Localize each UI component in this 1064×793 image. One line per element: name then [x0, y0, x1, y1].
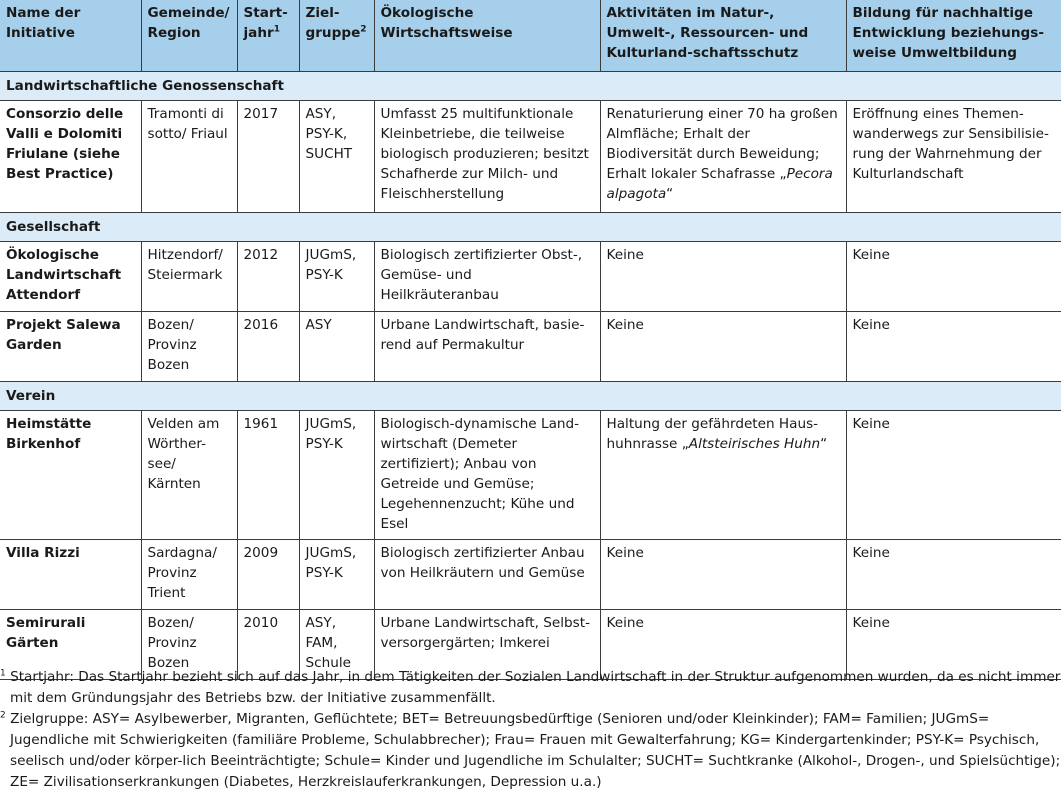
cell-target-group: JUGmS, PSY-K	[299, 242, 374, 312]
activity-italic-name: Altsteirisches Huhn	[688, 436, 821, 452]
cell-region: Hitzendorf/ Steiermark	[141, 242, 237, 312]
cell-education: Keine	[846, 242, 1061, 312]
cell-region: Sardagna/ Provinz Trient	[141, 540, 237, 610]
cell-region: Bozen/ Provinz Bozen	[141, 312, 237, 382]
cell-eco-method: Biologisch-dynamische Land-wirtschaft (Demeter zertifiziert); Anbau von Getreide und Gemüse; Legehennenzucht; Kühe und Esel	[374, 411, 600, 540]
section-title: Verein	[0, 382, 1061, 411]
cell-initiative-name: Villa Rizzi	[0, 540, 141, 610]
header-cell-name: Name der Initiative	[0, 0, 141, 72]
cell-education: Keine	[846, 540, 1061, 610]
activity-italic-name: Pecora alpagota	[606, 166, 833, 202]
cell-activities	[600, 312, 846, 382]
cell-target-group: ASY	[299, 312, 374, 382]
cell-education: Eröffnung eines Themen-wanderwegs zur Sensibilisie-rung der Wahrnehmung der Kulturlandschaft	[846, 101, 1061, 213]
activity-text: Keine	[606, 317, 644, 333]
footnote-ref-1: 1	[273, 24, 280, 35]
activity-quote-close: “	[666, 186, 674, 202]
cell-start-year: 1961	[237, 411, 299, 540]
cell-eco-method: Umfasst 25 multifunktionale Kleinbetriebe, die teilweise biologisch produzieren; besitzt Schafherde zur Milch- und Fleischherstellung	[374, 101, 600, 213]
section-row	[0, 382, 1061, 411]
cell-region: Tramonti di sotto/ Friaul	[141, 101, 237, 213]
cell-target-group: JUGmS, PSY-K	[299, 411, 374, 540]
cell-education: Keine	[846, 312, 1061, 382]
section-title: Gesellschaft	[0, 213, 1061, 242]
section-row	[0, 72, 1061, 101]
cell-activities	[600, 540, 846, 610]
header-row	[0, 0, 1061, 72]
footnote-ref-2: 2	[360, 24, 367, 35]
header-cell-education: Bildung für nachhaltige Entwicklung beziehungs-weise Umweltbildung	[846, 0, 1061, 72]
table-row	[0, 540, 1061, 610]
cell-initiative-name: Consorzio delle Valli e Dolomiti Friulane (siehe Best Practice)	[0, 101, 141, 213]
cell-target-group: ASY, FAM, Schule	[299, 610, 374, 680]
activity-text: Keine	[606, 545, 644, 561]
table-row	[0, 242, 1061, 312]
cell-start-year: 2012	[237, 242, 299, 312]
table-row	[0, 312, 1061, 382]
header-cell-start-year: Start-jahr$^1$	[237, 0, 299, 72]
cell-target-group: JUGmS, PSY-K	[299, 540, 374, 610]
footnote-2: $^2$ Zielgruppe: ASY= Asylbewerber, Migranten, Geflüchtete; BET= Betreuungsbedürftige (Senioren und/oder Kleinkinder); FAM= Familien; JUGmS= Jugendliche mit Schwierigkeiten (familiäre Probleme, Schulabbrecher); Frau= Frauen mit Gewalterfahrung; KG= Kindergartenkinder; PSY-K= Psychisch, seelisch und/oder körper-lich Beeinträchtigte; Schule= Kinder und Jugendliche im Schulalter; SUCHT= Suchtkranke (Alkohol-, Drogen-, und Spielsüchtige); ZE= Zivilisationserkrankungen (Diabetes, Herzkreislauferkrankungen, Depression u.a.)	[0, 710, 1061, 790]
section-row	[0, 213, 1061, 242]
cell-start-year: 2017	[237, 101, 299, 213]
cell-activities	[600, 242, 846, 312]
header-cell-eco-method: Ökologische Wirtschaftsweise	[374, 0, 600, 72]
activity-text: Haltung der gefährdeten Haus-huhnrasse „	[606, 416, 819, 452]
header-cell-activities: Aktivitäten im Natur-, Umwelt-, Ressourcen- und Kulturland-schaftsschutz	[600, 0, 846, 72]
cell-start-year: 2010	[237, 610, 299, 680]
cell-activities	[600, 101, 846, 213]
cell-eco-method: Biologisch zertifizierter Obst-, Gemüse- und Heilkräuteranbau	[374, 242, 600, 312]
footnote-1: $^1$ Startjahr: Das Startjahr bezieht sich auf das Jahr, in dem Tätigkeiten der Sozialen Landwirtschaft in der Struktur aufgenommen wurden, da es nicht immer mit dem Gründungsjahr des Betriebs bzw. der Initiative zusammenfällt.	[0, 668, 1061, 706]
cell-education: Keine	[846, 610, 1061, 680]
table-row	[0, 101, 1061, 213]
cell-start-year: 2016	[237, 312, 299, 382]
cell-initiative-name: Heimstätte Birkenhof	[0, 411, 141, 540]
cell-eco-method: Urbane Landwirtschaft, Selbst-versorgergärten; Imkerei	[374, 610, 600, 680]
section-title: Landwirtschaftliche Genossenschaft	[0, 72, 1061, 101]
cell-start-year: 2009	[237, 540, 299, 610]
activity-text: Renaturierung einer 70 ha großen Almfläche; Erhalt der Biodiversität durch Beweidung; Erhalt lokaler Schafrasse „	[606, 106, 838, 182]
header-cell-target-group: Ziel-gruppe$^2$	[299, 0, 374, 72]
cell-region: Velden am Wörther-see/ Kärnten	[141, 411, 237, 540]
activity-text: Keine	[606, 247, 644, 263]
cell-activities	[600, 411, 846, 540]
cell-eco-method: Biologisch zertifizierter Anbau von Heilkräutern und Gemüse	[374, 540, 600, 610]
activity-quote-close: “	[820, 436, 828, 452]
activity-text: Keine	[606, 615, 644, 631]
cell-initiative-name: Ökologische Landwirtschaft Attendorf	[0, 242, 141, 312]
cell-target-group: ASY, PSY-K, SUCHT	[299, 101, 374, 213]
cell-initiative-name: Projekt Salewa Garden	[0, 312, 141, 382]
header-cell-region: Gemeinde/ Region	[141, 0, 237, 72]
cell-education: Keine	[846, 411, 1061, 540]
table-row	[0, 411, 1061, 540]
table-body	[0, 72, 1061, 680]
cell-region: Bozen/ Provinz Bozen	[141, 610, 237, 680]
cell-eco-method: Urbane Landwirtschaft, basie-rend auf Permakultur	[374, 312, 600, 382]
cell-initiative-name: Semirurali Gärten	[0, 610, 141, 680]
